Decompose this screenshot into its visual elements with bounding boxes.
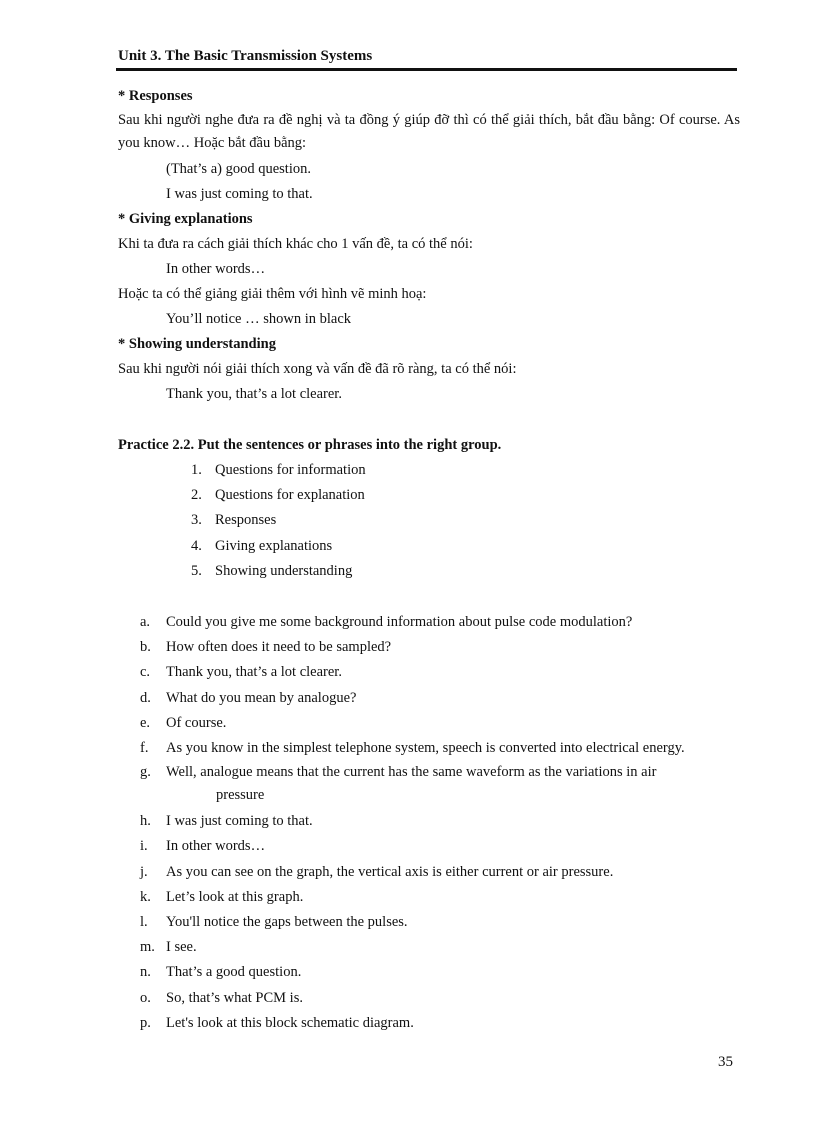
sentence-text: In other words… [166,838,266,855]
sentence-letter: d. [140,689,151,706]
group-label: Questions for explanation [215,487,365,504]
sentence-text: Could you give me some background information about pulse code modulation? [166,614,633,631]
sentence-text: That’s a good question. [166,964,302,981]
sentence-letter: h. [140,813,151,830]
group-item [191,458,740,483]
sentence-item [118,610,740,635]
sentence-letter: o. [140,989,151,1006]
practice-title: Practice 2.2. Put the sentences or phrases into the right group. [118,437,502,453]
sentence-text: Thank you, that’s a lot clearer. [166,664,342,681]
sentence-item [118,635,740,660]
group-item [191,559,740,584]
sentence-letter: c. [140,664,151,681]
understanding-intro: Sau khi người nói giải thích xong và vấn đề đã rõ ràng, ta có thể nói: [118,361,517,377]
group-number: 3. [191,512,202,529]
group-label: Showing understanding [215,562,353,579]
explanations-intro-2: Hoặc ta có thể giảng giải thêm với hình vẽ minh hoạ: [118,286,427,302]
explanations-example-2: You’ll notice … shown in black [166,311,352,327]
group-item [191,483,740,508]
page-number: 35 [718,1054,733,1070]
sentence-text: What do you mean by analogue? [166,689,357,706]
understanding-heading: * Showing understanding [118,336,276,352]
group-number: 5. [191,562,202,579]
sentence-letter: j. [140,863,148,880]
sentence-text: So, that’s what PCM is. [166,989,303,1006]
sentence-item [118,986,740,1011]
sentence-text: Let's look at this block schematic diagram. [166,1014,414,1031]
sentence-item [118,910,740,935]
group-number: 4. [191,537,202,554]
sentence-item [118,935,740,960]
responses-heading: * Responses [118,88,193,104]
sentence-letter: b. [140,639,151,656]
sentence-text: Let’s look at this graph. [166,888,304,905]
sentence-item [118,761,740,809]
responses-example-2: I was just coming to that. [166,186,313,202]
sentence-letter: l. [140,914,148,931]
responses-intro: Sau khi người nghe đưa ra đề nghị và ta đồng ý giúp đỡ thì có thể giải thích, bắt đầu bằng: Of course. As you know… Hoặc bắt đầu bằng: [118,112,740,151]
sentence-letter: m. [140,939,155,956]
sentence-item [118,834,740,859]
group-number: 2. [191,487,202,504]
sentence-letter: e. [140,714,151,731]
sentence-item [118,860,740,885]
sentence-letter: f. [140,740,149,757]
group-label: Responses [215,512,277,529]
sentence-text: How often does it need to be sampled? [166,639,392,656]
sentence-letter: a. [140,614,151,631]
sentence-text: As you can see on the graph, the vertical axis is either current or air pressure. [166,863,614,880]
sentence-letter: n. [140,964,151,981]
sentence-letter: g. [140,764,151,781]
sentence-item [118,686,740,711]
sentence-item [118,736,740,761]
running-header: Unit 3. The Basic Transmission Systems [118,48,373,64]
sentence-item [118,809,740,834]
sentence-item [118,711,740,736]
header-rule [116,68,737,71]
sentence-letter: k. [140,888,151,905]
sentence-text: As you know in the simplest telephone system, speech is converted into electrical energy. [166,740,685,757]
explanations-heading: * Giving explanations [118,211,253,227]
group-number: 1. [191,462,202,478]
explanations-intro-1: Khi ta đưa ra cách giải thích khác cho 1 vấn đề, ta có thể nói: [118,236,473,252]
sentence-continuation: pressure [216,787,265,804]
group-list [118,458,740,584]
sentence-item [118,660,740,685]
sentence-text: Well, analogue means that the current has the same waveform as the variations in air [166,764,657,781]
group-label: Questions for information [215,462,366,478]
sentence-item [118,960,740,985]
page-body [118,84,740,1036]
group-item [191,534,740,559]
sentence-item [118,885,740,910]
group-label: Giving explanations [215,537,333,554]
group-item [191,508,740,533]
sentence-list [118,610,740,1036]
explanations-example-1: In other words… [166,261,266,277]
sentence-text: I see. [166,939,197,956]
responses-example-1: (That’s a) good question. [166,161,311,177]
sentence-letter: i. [140,838,148,855]
understanding-example: Thank you, that’s a lot clearer. [166,386,342,402]
sentence-text: Of course. [166,714,227,731]
sentence-item [118,1011,740,1036]
sentence-text: I was just coming to that. [166,813,313,830]
sentence-letter: p. [140,1014,151,1031]
sentence-text: You'll notice the gaps between the pulses. [166,914,408,931]
